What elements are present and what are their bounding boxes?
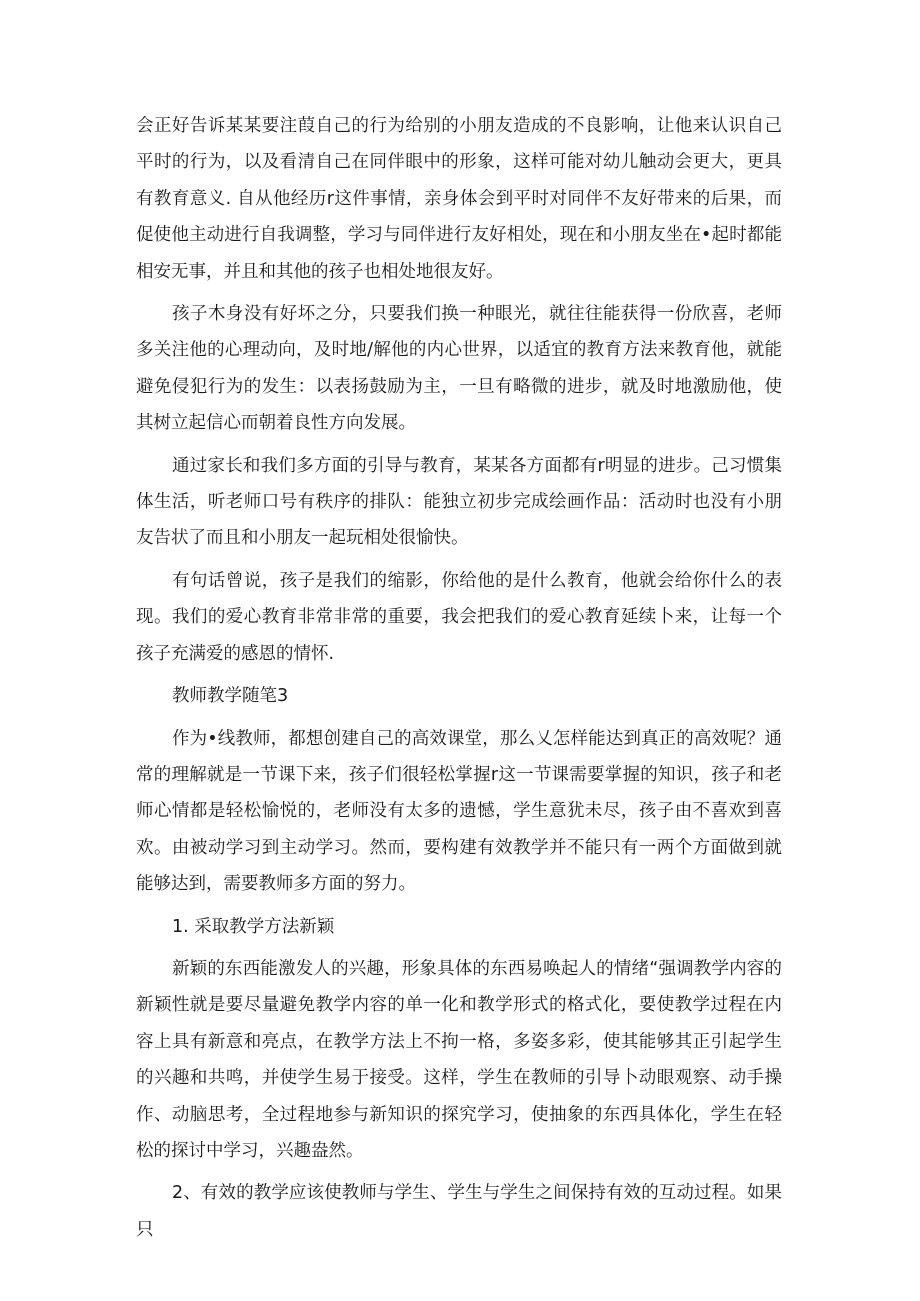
section-title: 教师教学随笔3: [172, 686, 289, 707]
paragraph: 通过家长和我们多方面的引导与教育，某某各方面都有r明显的进步。己习惯集体生活，听老师口号有秩序的排队：能独立初步完成绘画作品：活动时也没有小朋友告状了而且和小朋友一起玩相处很愉快。: [136, 455, 782, 549]
paragraph: 孩子木身没有好坏之分，只要我们换一种眼光，就往往能获得一份欣喜，老师多关注他的心理动向，及时地/解他的内心世界，以适宜的教育方法来教育他，就能避免侵犯行为的发生：以表扬鼓励为主，一旦有略微的进步，就及时地激励他，使其树立起信心而朝着良性方向发展。: [136, 304, 782, 434]
subsection-title: 1. 采取教学方法新颖: [172, 916, 335, 937]
paragraph: 作为•线教师，都想创建自己的高效课堂，那么乂怎样能达到真正的高效呢？通常的理解就是一节课下来，孩子们很轻松掌握r这一节课需要掌握的知识，孩子和老师心情都是轻松愉悦的，老师没有太多的遗憾，学生意犹未尽，孩子由不喜欢到喜欢。由被动学习到主动学习。然而，要构建有效教学并不能只有一两个方面做到就能够达到，需要教师多方面的努力。: [136, 728, 782, 895]
paragraph-continuation: 会正好告诉某某要注葭自己的行为给别的小朋友造成的不良影响，让他来认识自己平时的行为，以及看清自己在同伴眼中的形象，这样可能对幼儿触动会更大，更具有教育意义. 自从他经历r这件事情，亲身体会到平时对同伴不友好带来的后果，而促使他主动进行自我调整，学习与同伴进行友好相处，现在和小朋友坐在•起时都能相安无事，并且和其他的孩子也相处地很友好。: [136, 116, 782, 282]
paragraph: 新颖的东西能激发人的兴趣，形象具体的东西易唤起人的情绪“强调教学内容的新颖性就是要尽量避免教学内容的单一化和教学形式的格式化，要使教学过程在内容上具有新意和亮点，在教学方法上不拘一格，多姿多彩，使其能够其正引起学生的兴趣和共鸣，并使学生易于接受。这样，学生在教师的引导卜动眼观察、动手操作、动脑思考，全过程地参与新知识的探究学习，使抽象的东西具体化，学生在轻松的探讨中学习，兴趣盎然。: [136, 958, 782, 1161]
paragraph: 2、有效的教学应该使教师与学生、学生与学生之间保持有效的互动过程。如果只: [136, 1183, 782, 1240]
paragraph: 有句话曾说，孩子是我们的缩影，你给他的是什么教育，他就会给你什么的表现。我们的爱心教育非常非常的重要，我会把我们的爱心教育延续卜来，让每一个孩子充满爱的感恩的情怀.: [136, 570, 782, 664]
document-body: [136, 108, 782, 1254]
